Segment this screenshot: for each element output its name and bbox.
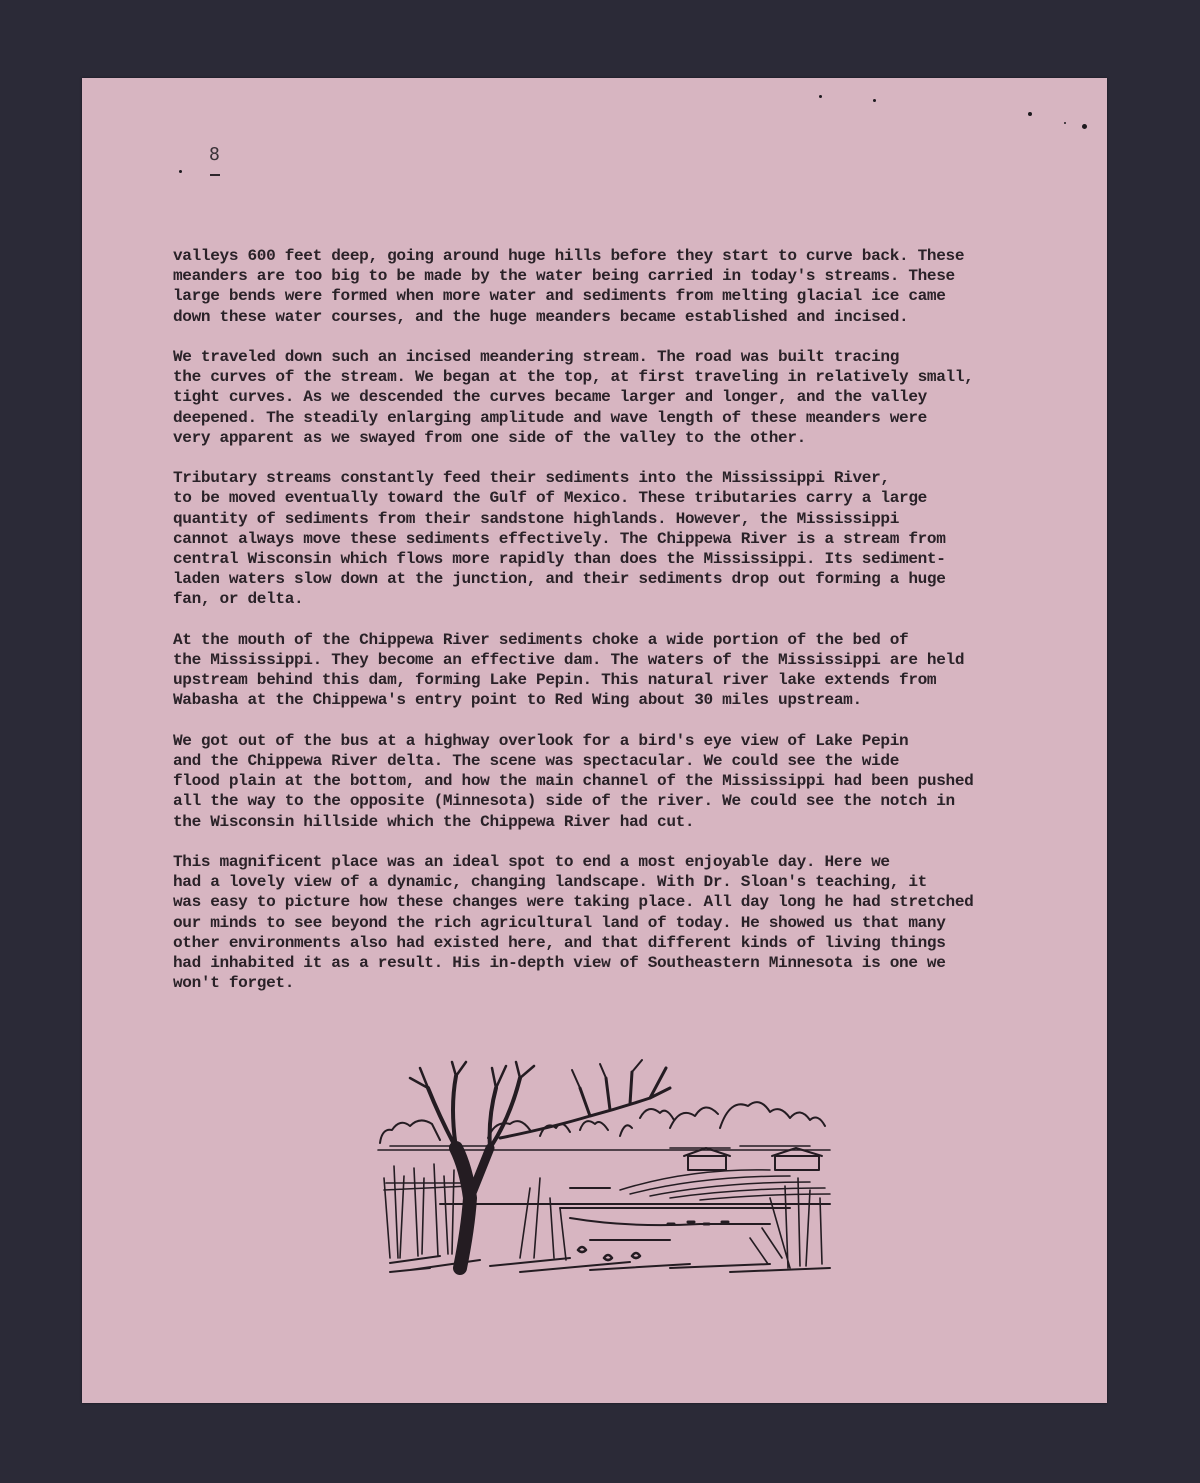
document-page (82, 78, 1107, 1403)
paper-speck (179, 170, 182, 173)
paragraph-4 (173, 630, 1073, 711)
text-line: had inhabited it as a result. His in-depth view of Southeastern Minnesota is one we (173, 954, 946, 973)
text-line: This magnificent place was an ideal spot to end a most enjoyable day. Here we (173, 853, 890, 872)
text-line: had a lovely view of a dynamic, changing landscape. With Dr. Sloan's teaching, it (173, 873, 927, 892)
text-line: cannot always move these sediments effectively. The Chippewa River is a stream from (173, 529, 946, 548)
text-line: We got out of the bus at a highway overlook for a bird's eye view of Lake Pepin (173, 731, 909, 750)
text-line: At the mouth of the Chippewa River sediments choke a wide portion of the bed of (173, 630, 909, 649)
text-line: flood plain at the bottom, and how the main channel of the Mississippi had been pushed (173, 772, 974, 791)
text-line: Wabasha at the Chippewa's entry point to Red Wing about 30 miles upstream. (173, 691, 862, 710)
body-text (173, 246, 1073, 1014)
text-line: the curves of the stream. We began at the top, at first traveling in relatively small, (173, 368, 974, 387)
page-number: 8 (209, 144, 220, 165)
text-line: all the way to the opposite (Minnesota) side of the river. We could see the notch in (173, 792, 955, 811)
text-line: We traveled down such an incised meandering stream. The road was built tracing (173, 348, 900, 366)
paragraph-5 (173, 731, 1073, 832)
text-line: our minds to see beyond the rich agricultural land of today. He showed us that many (173, 913, 946, 932)
text-line: deepened. The steadily enlarging amplitude and wave length of these meanders were (173, 408, 927, 427)
text-line: to be moved eventually toward the Gulf of Mexico. These tributaries carry a large (173, 489, 927, 508)
text-line: quantity of sediments from their sandstone highlands. However, the Mississippi (173, 509, 900, 528)
paragraph-2 (173, 347, 1073, 448)
text-line: valleys 600 feet deep, going around huge hills before they start to curve back. These (173, 247, 965, 265)
paragraph-6 (173, 852, 1073, 993)
text-line: tight curves. As we descended the curves became larger and longer, and the valley (173, 388, 927, 407)
text-line: the Mississippi. They become an effective dam. The waters of the Mississippi are held (173, 651, 965, 670)
paragraph-3 (173, 468, 1073, 609)
text-line: laden waters slow down at the junction, and their sediments drop out forming a huge (173, 570, 946, 589)
page-number-underline (210, 174, 220, 176)
text-line: and the Chippewa River delta. The scene was spectacular. We could see the wide (173, 752, 900, 771)
landscape-illustration (370, 1058, 840, 1278)
paper-speck (819, 95, 822, 98)
text-line: the Wisconsin hillside which the Chippewa River had cut. (173, 812, 695, 831)
paper-speck (1082, 124, 1087, 129)
text-line: fan, or delta. (173, 590, 304, 609)
text-line: down these water courses, and the huge meanders became established and incised. (173, 307, 909, 326)
text-line: meanders are too big to be made by the water being carried in today's streams. These (173, 267, 955, 286)
paper-speck (873, 99, 876, 102)
text-line: very apparent as we swayed from one side of the valley to the other. (173, 428, 806, 447)
text-line: other environments also had existed here, and that different kinds of living things (173, 933, 946, 952)
paragraph-1 (173, 246, 1073, 327)
text-line: central Wisconsin which flows more rapidly than does the Mississippi. Its sediment- (173, 550, 946, 569)
text-line: won't forget. (173, 974, 295, 993)
text-line: large bends were formed when more water and sediments from melting glacial ice came (173, 287, 946, 306)
text-line: upstream behind this dam, forming Lake Pepin. This natural river lake extends from (173, 671, 937, 690)
text-line: Tributary streams constantly feed their sediments into the Mississippi River, (173, 469, 890, 488)
paper-speck (1028, 112, 1032, 116)
text-line: was easy to picture how these changes were taking place. All day long he had stretched (173, 893, 974, 912)
paper-speck (1064, 122, 1066, 124)
